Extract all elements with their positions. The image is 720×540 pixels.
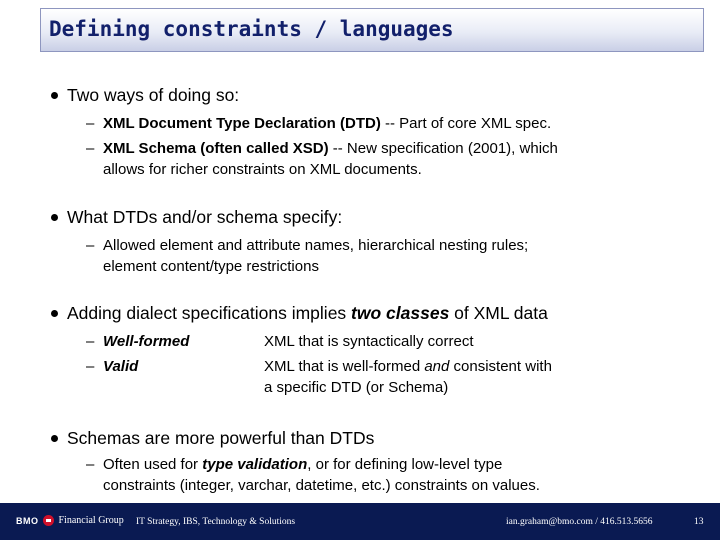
valid-desc-cont: a specific DTD (or Schema) bbox=[264, 379, 449, 396]
bullet-2-sub-1: Allowed element and attribute names, hierarchical nesting rules; bbox=[103, 237, 529, 254]
bullet-3-text bbox=[67, 303, 548, 323]
xsd-desc: -- New specification (2001), which bbox=[328, 140, 558, 157]
xsd-label: XML Schema (often called XSD) bbox=[103, 140, 329, 157]
bullet-1-text: Two ways of doing so: bbox=[67, 85, 240, 105]
bullet-2-sub-1-cont: element content/type restrictions bbox=[103, 258, 319, 275]
well-formed-label: Well-formed bbox=[103, 333, 190, 350]
bullet-icon bbox=[51, 310, 58, 317]
bullet-3-emphasis: two classes bbox=[351, 303, 450, 323]
bullet-1-sub-2 bbox=[103, 139, 558, 159]
dash-icon: – bbox=[86, 237, 95, 254]
dash-icon: – bbox=[86, 115, 95, 132]
dtd-desc: -- Part of core XML spec. bbox=[380, 115, 552, 132]
bullet-2-text: What DTDs and/or schema specify: bbox=[67, 207, 343, 227]
dtd-label: XML Document Type Declaration (DTD) bbox=[103, 115, 381, 132]
valid-desc-post: consistent with bbox=[449, 358, 552, 375]
page-number: 13 bbox=[694, 517, 704, 527]
valid-desc-pre: XML that is well-formed bbox=[264, 358, 425, 375]
bullet-4-text: Schemas are more powerful than DTDs bbox=[67, 428, 375, 448]
dash-icon: – bbox=[86, 358, 95, 375]
logo-brand: BMO bbox=[16, 515, 39, 526]
bullet-icon bbox=[51, 435, 58, 442]
bullet-4-sub-pre: Often used for bbox=[103, 456, 203, 473]
dash-icon: – bbox=[86, 140, 95, 157]
bullet-1-sub-1 bbox=[103, 114, 551, 134]
logo-group: Financial Group bbox=[58, 515, 124, 526]
bmo-roundel-icon bbox=[43, 515, 54, 526]
bullet-4-sub-post: , or for defining low-level type bbox=[307, 456, 503, 473]
bullet-4-sub-1 bbox=[103, 455, 502, 475]
bullet-4-sub-emphasis: type validation bbox=[202, 456, 308, 473]
well-formed-term bbox=[103, 332, 189, 352]
valid-term bbox=[103, 357, 138, 377]
bullet-icon bbox=[51, 214, 58, 221]
footer-department: IT Strategy, IBS, Technology & Solutions bbox=[136, 517, 296, 527]
bullet-4-sub-cont: constraints (integer, varchar, datetime, etc.) constraints on values. bbox=[103, 477, 540, 494]
valid-desc-emphasis: and bbox=[424, 358, 450, 375]
bullet-3-pre: Adding dialect specifications implies bbox=[67, 303, 352, 323]
bullet-1-sub-2-cont: allows for richer constraints on XML documents. bbox=[103, 161, 422, 178]
bullet-3-post: of XML data bbox=[449, 303, 548, 323]
dash-icon: – bbox=[86, 456, 95, 473]
bullet-icon bbox=[51, 92, 58, 99]
dash-icon: – bbox=[86, 333, 95, 350]
bmo-logo bbox=[16, 515, 124, 526]
footer-contact: ian.graham@bmo.com / 416.513.5656 bbox=[506, 517, 653, 527]
footer bbox=[0, 503, 720, 540]
valid-label: Valid bbox=[103, 358, 139, 375]
valid-desc bbox=[264, 357, 552, 377]
well-formed-desc: XML that is syntactically correct bbox=[264, 333, 474, 350]
slide-title: Defining constraints / languages bbox=[49, 17, 454, 41]
